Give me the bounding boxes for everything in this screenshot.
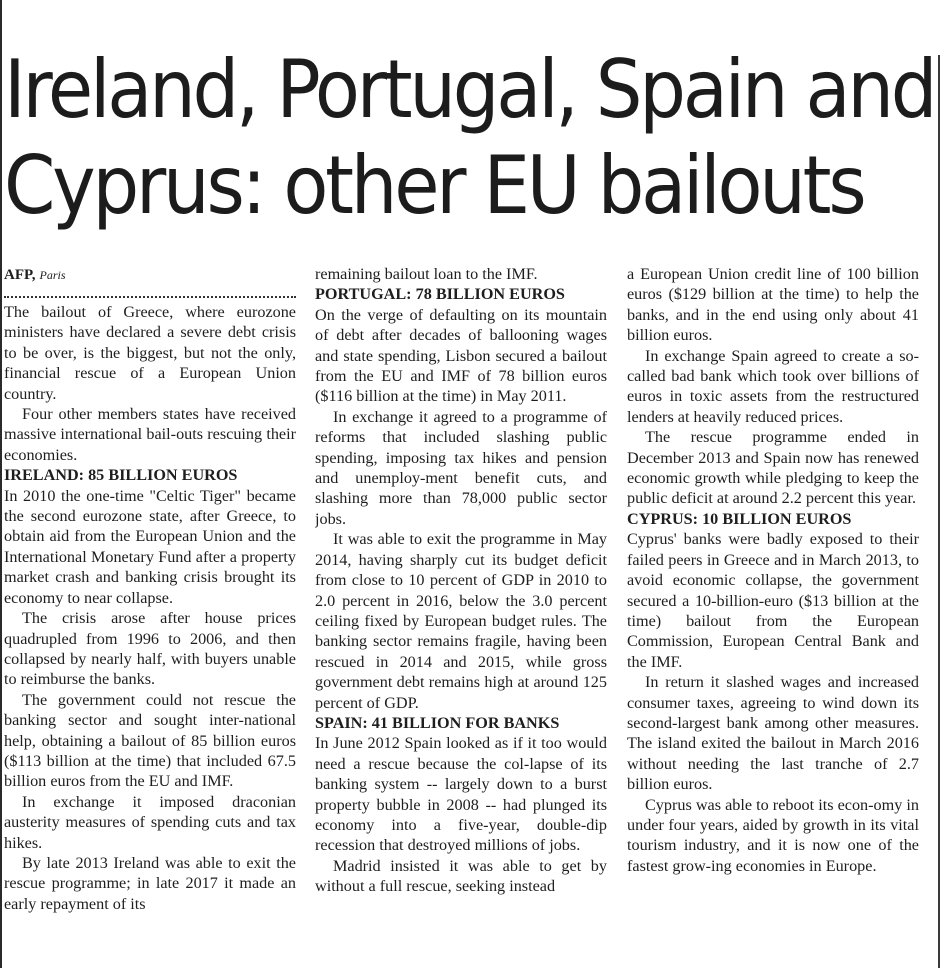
ireland-paragraph-5-start: By late 2013 Ireland was able to exit the rescue programme; in late 2017 it made an early repayment of its xyxy=(4,853,296,913)
portugal-paragraph-3: It was able to exit the programme in May 2014, having sharply cut its budget deficit from close to 10 percent of GDP in 2010 to 2.0 percent in 2016, below the 3.0 percent ceiling fixed by European budget rules. The banking sector remains fragile, having been rescued in 2014 and 2015, while gross government debt remains high at around 125 percent of GDP. xyxy=(315,530,607,712)
ireland-paragraph-1: In 2010 the one-time "Celtic Tiger" became the second eurozone state, after Greece, to obtain aid from the European Union and the International Monetary Fund after a property market crash and banking crisis brought its economy to near collapse. xyxy=(4,486,296,607)
spain-paragraph-1: In June 2012 Spain looked as if it too would need a rescue because the col-lapse of its banking system -- largely down to a burst property bubble in 2008 -- had plunged its economy into a five-year, double-dip recession that destroyed millions of jobs. xyxy=(315,734,607,855)
section-heading-cyprus: CYPRUS: 10 BILLION EUROS xyxy=(627,509,852,528)
portugal-paragraph-2: In exchange it agreed to a programme of reforms that included slashing public spending, imposing tax hikes and pension and unemploy-ment benefit cuts, and slashing more than 78,000 public sector jobs. xyxy=(315,407,607,528)
headline-line-2: Cyprus: other EU bailouts xyxy=(4,139,864,232)
byline-agency: AFP, xyxy=(4,267,36,283)
article-column-1 xyxy=(4,264,296,968)
portugal-paragraph-1: On the verge of defaulting on its mountain of debt after decades of ballooning wages and state spending, Lisbon secured a bailout from the EU and IMF of 78 billion euros ($116 billion at the time) in May 2011. xyxy=(315,305,607,406)
intro-paragraph-1: The bailout of Greece, where eurozone ministers have declared a severe debt crisis to be over, is the biggest, but not the only, financial rescue of a European Union country. xyxy=(4,303,296,403)
ireland-paragraph-4: In exchange it imposed draconian austerity measures of spending cuts and tax hikes. xyxy=(4,792,296,852)
article-column-2 xyxy=(315,264,607,968)
section-heading-portugal: PORTUGAL: 78 BILLION EUROS xyxy=(315,285,565,304)
byline-divider xyxy=(4,296,296,298)
cyprus-paragraph-3: Cyprus was able to reboot its econ-omy in under four years, aided by growth in its vital tourism industry, and it is now one of the fastest grow-ing economies in Europe. xyxy=(627,795,919,875)
byline xyxy=(4,264,296,286)
spain-paragraph-3: In exchange Spain agreed to create a so-called bad bank which took over billions of euros in toxic assets from the restructured lenders at heavily reduced prices. xyxy=(627,346,919,426)
section-heading-ireland: IRELAND: 85 BILLION EUROS xyxy=(4,466,238,485)
spain-paragraph-2-end: a European Union credit line of 100 billion euros ($129 billion at the time) to help the banks, and in the end using only about 41 billion euros. xyxy=(627,265,919,345)
intro-paragraph-2: Four other members states have received massive international bail-outs rescuing their economies. xyxy=(4,405,296,464)
headline-line-1: Ireland, Portugal, Spain and xyxy=(4,43,935,136)
ireland-paragraph-2: The crisis arose after house prices quadrupled from 1996 to 2006, and then collapsed by nearly half, with buyers unable to reimburse the banks. xyxy=(4,609,296,689)
headline xyxy=(4,42,935,234)
ireland-paragraph-5-end: remaining bailout loan to the IMF. xyxy=(315,265,538,283)
right-column-rule xyxy=(938,55,940,968)
article-column-3 xyxy=(627,264,919,968)
spain-paragraph-2-start: Madrid insisted it was able to get by without a full rescue, seeking instead xyxy=(315,856,607,896)
cyprus-paragraph-2: In return it slashed wages and increased consumer taxes, agreeing to wind down its second-largest bank among other measures. The island exited the bailout in March 2016 without needing the last tranche of 2.7 billion euros. xyxy=(627,673,919,794)
left-page-rule xyxy=(0,0,2,968)
section-heading-spain: SPAIN: 41 BILLION FOR BANKS xyxy=(315,713,560,732)
spain-paragraph-4: The rescue programme ended in December 2013 and Spain now has renewed economic growth while pledging to keep the public deficit at around 2.2 percent this year. xyxy=(627,428,919,508)
cyprus-paragraph-1: Cyprus' banks were badly exposed to their failed peers in Greece and in March 2013, to avoid economic collapse, the government secured a 10-billion-euro ($13 billion at the time) bailout from the European Commission, European Central Bank and the IMF. xyxy=(627,530,919,671)
ireland-paragraph-3: The government could not rescue the banking sector and sought inter-national help, obtaining a bailout of 85 billion euros ($113 billion at the time) that included 67.5 billion euros from the EU and IMF. xyxy=(4,690,296,791)
byline-place: Paris xyxy=(39,268,66,282)
